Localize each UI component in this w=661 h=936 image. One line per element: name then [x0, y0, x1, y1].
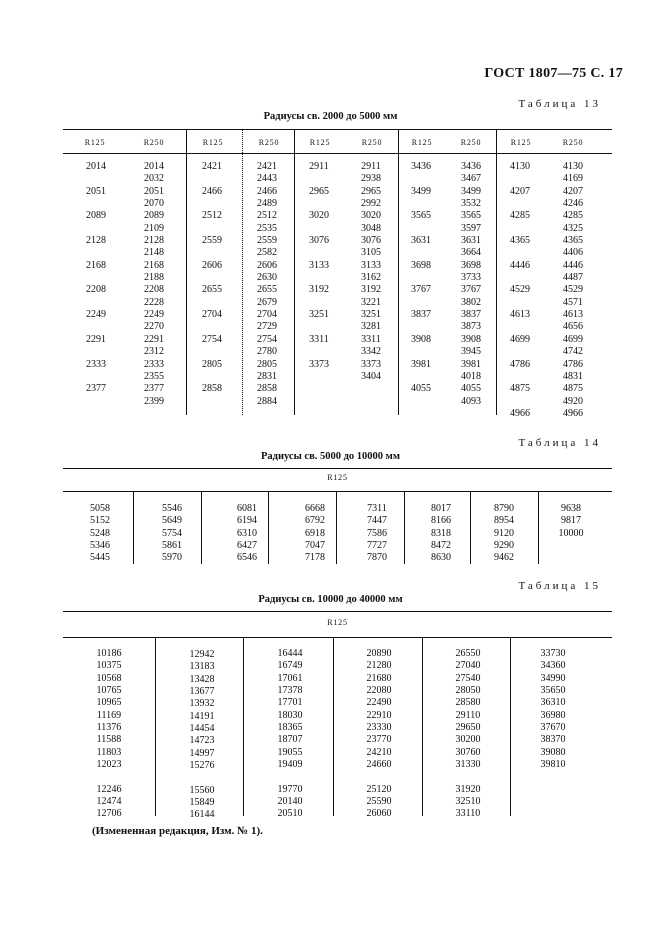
table-13-column: 2014 2032 2051 2070 2089 2109 2128 2148 2168 2188 2208 2228 2249 2270 2291 2312 2333 2355 2377 2399	[144, 161, 164, 407]
table-15-title: Радиусы св. 10000 до 40000 мм	[258, 594, 403, 605]
table-13-column: 2911 2965 3020 3076 3133 3192 3251 3311 3373	[309, 161, 329, 370]
amendment-note: (Измененная редакция, Изм. № 1).	[92, 825, 263, 837]
table-13-divider	[496, 130, 497, 415]
table-15-divider	[510, 638, 511, 816]
table-13-col-header: R250	[258, 138, 280, 147]
table-15-column: 12942 13183 13428 13677 13932 14191 14454 14723 14997 15276 15560 15849 16144	[189, 649, 215, 821]
table-14-divider	[201, 492, 202, 564]
table-15-label: Таблица 15	[518, 580, 601, 592]
table-15-column: 33730 34360 34990 35650 36310 36980 37670 38370 39080 39810	[540, 648, 566, 771]
table-13-column: 3436 3499 3565 3631 3698 3767 3837 3908 3981 4055	[411, 161, 431, 395]
document-header: ГОСТ 1807—75 С. 17	[484, 66, 623, 81]
table-13-column: 3436 3467 3499 3532 3565 3597 3631 3664 3698 3733 3767 3802 3837 3873 3908 3945 3981 4018 4055 4093	[461, 161, 481, 407]
table-15-column: 26550 27040 27540 28050 28580 29110 29650 30200 30760 31330 31920 32510 33110	[455, 648, 481, 820]
table-13-column: 2421 2466 2512 2559 2606 2655 2704 2754 2805 2858	[202, 161, 222, 395]
table-15-header-rule	[63, 637, 612, 638]
table-13-column: 2911 2938 2965 2992 3020 3048 3076 3105 3133 3162 3192 3221 3251 3281 3311 3342 3373 3404	[361, 161, 381, 382]
table-14-top-rule	[63, 468, 612, 469]
table-15-divider	[243, 638, 244, 816]
table-14-title: Радиусы св. 5000 до 10000 мм	[260, 451, 400, 462]
table-15-divider	[333, 638, 334, 816]
table-13-col-header: R125	[202, 138, 224, 147]
table-13-title: Радиусы св. 2000 до 5000 мм	[263, 111, 398, 122]
table-13-divider	[398, 130, 399, 415]
table-14-divider	[133, 492, 134, 564]
table-14-col-header: R125	[327, 473, 348, 482]
table-13-col-header: R250	[361, 138, 383, 147]
table-13-col-header: R125	[411, 138, 433, 147]
table-13-divider	[186, 130, 187, 415]
table-13-column: 4130 4169 4207 4246 4285 4325 4365 4406 4446 4487 4529 4571 4613 4656 4699 4742 4786 4831 4875 4920 4966	[563, 161, 583, 419]
table-14-column: 6668 6792 6918 7047 7178	[305, 503, 325, 564]
table-13-label: Таблица 13	[518, 98, 601, 110]
table-15-divider	[155, 638, 156, 816]
table-13-col-header: R250	[460, 138, 482, 147]
table-14-divider	[404, 492, 405, 564]
table-14-divider	[538, 492, 539, 564]
table-13-column: 4130 4207 4285 4365 4446 4529 4613 4699 4786 4875 4966	[510, 161, 530, 419]
table-14-label: Таблица 14	[518, 437, 601, 449]
table-13-divider	[242, 130, 243, 415]
table-15-col-header: R125	[327, 618, 348, 627]
table-14-column: 5058 5152 5248 5346 5445	[90, 503, 110, 564]
table-15-top-rule	[63, 611, 612, 612]
table-15-column: 10186 10375 10568 10765 10965 11169 11376 11588 11803 12023 12246 12474 12706	[96, 648, 122, 820]
table-14-column: 7311 7447 7586 7727 7870	[367, 503, 387, 564]
table-13-col-header: R125	[309, 138, 331, 147]
table-14-divider	[470, 492, 471, 564]
table-14-column: 8017 8166 8318 8472 8630	[431, 503, 451, 564]
table-13-header-rule	[63, 153, 612, 154]
table-13-divider	[294, 130, 295, 415]
table-13-column: 2421 2443 2466 2489 2512 2535 2559 2582 2606 2630 2655 2679 2704 2729 2754 2780 2805 2831 2858 2884	[257, 161, 277, 407]
table-15-divider	[422, 638, 423, 816]
table-13-col-header: R125	[510, 138, 532, 147]
table-13-col-header: R250	[562, 138, 584, 147]
table-15-column: 16444 16749 17061 17378 17701 18030 18365 18707 19055 19409 19770 20140 20510	[277, 648, 303, 820]
table-14-divider	[268, 492, 269, 564]
table-14-header-rule	[63, 491, 612, 492]
table-15-column: 20890 21280 21680 22080 22490 22910 23330 23770 24210 24660 25120 25590 26060	[366, 648, 392, 820]
table-14-column: 6081 6194 6310 6427 6546	[237, 503, 257, 564]
table-14-column: 9638 9817 10000	[558, 503, 584, 539]
table-13-col-header: R250	[143, 138, 165, 147]
table-13-col-header: R125	[84, 138, 106, 147]
table-14-column: 5546 5649 5754 5861 5970	[162, 503, 182, 564]
table-13-column: 2014 2051 2089 2128 2168 2208 2249 2291 2333 2377	[86, 161, 106, 395]
table-14-column: 8790 8954 9120 9290 9462	[494, 503, 514, 564]
table-13-top-rule	[63, 129, 612, 130]
table-14-divider	[336, 492, 337, 564]
